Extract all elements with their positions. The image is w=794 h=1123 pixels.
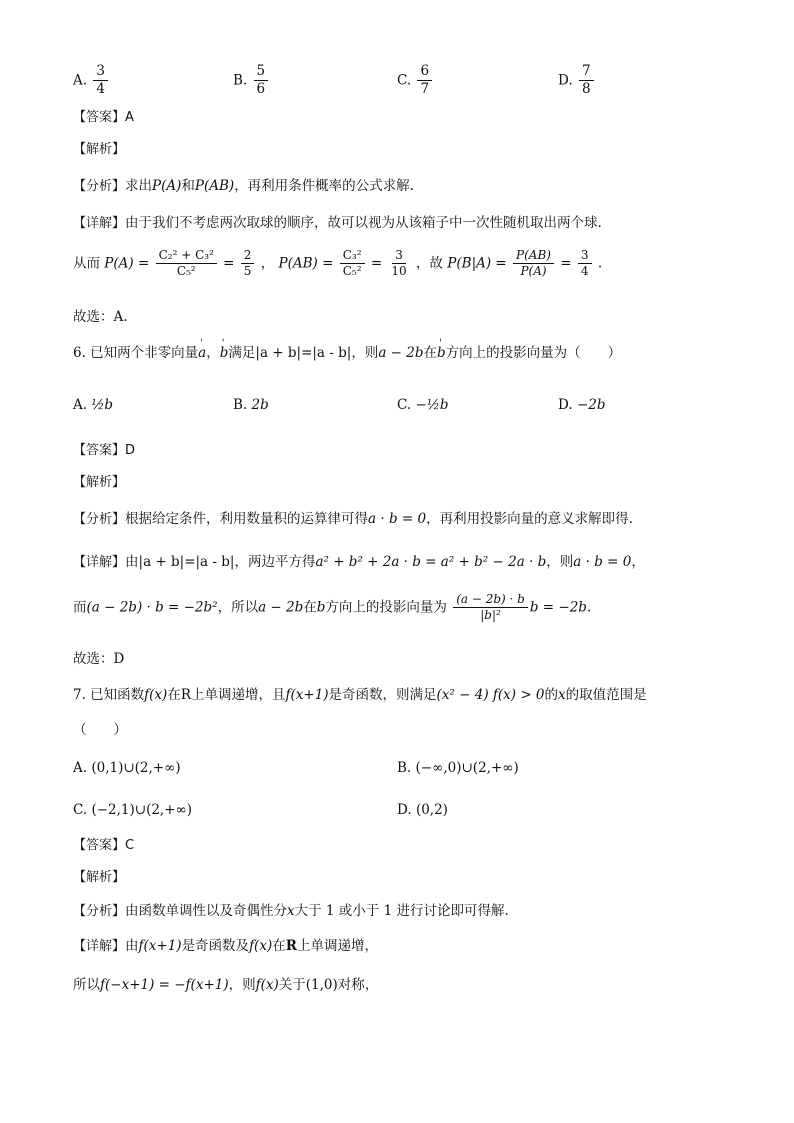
- option-letter: A.: [73, 760, 88, 776]
- math: a − 2b: [258, 599, 304, 616]
- q6-option-c: [397, 396, 448, 414]
- math: P(A) =: [104, 255, 150, 272]
- option-text: (−∞,0)∪(2,+∞): [415, 760, 519, 776]
- math: a · b = 0: [368, 511, 427, 527]
- math: f(x): [255, 977, 279, 993]
- frac-den: C₅²: [342, 264, 362, 278]
- math: R: [285, 938, 297, 954]
- math: ' b: [437, 345, 446, 361]
- frac-num: C₃²: [340, 248, 365, 264]
- math: ' b: [220, 345, 229, 361]
- option-text: (0,2): [415, 802, 448, 818]
- fenxi-tag: 【分析】: [73, 512, 126, 527]
- text: 根据给定条件，利用数量积的运算律可得: [125, 511, 369, 527]
- option-letter: B.: [397, 760, 412, 776]
- frac-num: 3: [578, 248, 592, 264]
- xiangjie-tag: 【详解】: [73, 216, 126, 231]
- math: =: [370, 255, 383, 272]
- math: (x² − 4) f(x) > 0: [436, 687, 545, 703]
- q5-option-b: [233, 63, 270, 98]
- frac-den: |b|²: [480, 608, 501, 622]
- math: ' a: [198, 345, 206, 361]
- text: 在R上单调递增，且: [167, 687, 286, 703]
- frac-num: 5: [254, 63, 269, 81]
- q7-fenxi: [73, 902, 509, 921]
- option-letter: D.: [397, 802, 412, 818]
- text: 关于: [278, 977, 306, 993]
- text: ，: [260, 255, 275, 272]
- math: b = −2b: [529, 599, 587, 616]
- text: ，则: [546, 554, 574, 570]
- math: =: [560, 255, 572, 272]
- text: 从而: [73, 255, 100, 272]
- math: P(A): [152, 178, 182, 194]
- text: 由: [125, 938, 139, 954]
- fenxi-tag: 【分析】: [73, 179, 126, 194]
- option-letter: A.: [73, 397, 88, 413]
- xiangjie-tag: 【详解】: [73, 939, 126, 954]
- frac-den: 10: [391, 264, 407, 278]
- q6-projection: [73, 592, 591, 623]
- math: (a − 2b) · b = −2b²: [86, 599, 218, 616]
- q5-answer: 【答案】A: [73, 110, 134, 125]
- text: 大于 1 或小于 1 进行讨论即可得解.: [294, 903, 509, 919]
- option-text: −2b: [576, 397, 606, 413]
- q5-analysis-heading: 【解析】: [73, 142, 126, 157]
- frac-den: 6: [256, 81, 266, 97]
- text: .: [586, 599, 592, 616]
- text: 方向上的投影向量为（ ）: [445, 345, 622, 361]
- q7-symmetry: [73, 976, 378, 994]
- q7-answer: 【答案】C: [73, 838, 135, 853]
- text: ，再利用投影向量的意义求解即得.: [426, 511, 633, 527]
- q7-option-c: [73, 801, 192, 819]
- text: 和: [181, 178, 195, 194]
- frac-den: C₅²: [176, 264, 196, 278]
- frac-num: 3: [93, 63, 108, 81]
- option-letter: B.: [233, 397, 248, 413]
- text: 方向上的投影向量为: [325, 599, 447, 616]
- frac-den: 5: [243, 264, 252, 278]
- frac-den: 7: [420, 81, 430, 97]
- text: 在: [303, 599, 317, 616]
- q6-option-b: [233, 396, 269, 414]
- text: .: [597, 255, 603, 272]
- text: ，故: [416, 255, 443, 272]
- q7-analysis-heading: 【解析】: [73, 870, 126, 885]
- q6-answer: 【答案】D: [73, 443, 136, 458]
- math: f(x): [144, 687, 168, 703]
- text: 由于我们不考虑两次取球的顺序，故可以视为从该箱子中一次性随机取出两个球.: [125, 215, 602, 231]
- text: ，再利用条件概率的公式求解.: [234, 178, 414, 194]
- math: x: [287, 903, 295, 919]
- q6-analysis-heading: 【解析】: [73, 475, 126, 490]
- math: P(AB): [194, 178, 235, 194]
- q6-choose: 故选：D: [73, 651, 125, 667]
- q7-stem-paren: （ ）: [73, 722, 127, 738]
- q5-choose: 故选：A.: [73, 309, 128, 325]
- text: 的取值范围是: [565, 687, 647, 703]
- frac-den: P(A): [520, 264, 547, 278]
- q6-option-a: [73, 396, 113, 414]
- text: 的: [544, 687, 559, 703]
- q7-stem: [73, 686, 647, 704]
- option-letter: D.: [558, 72, 573, 89]
- frac-num: 2: [241, 248, 255, 264]
- text: 在: [423, 345, 438, 361]
- q7-xiangjie: [73, 937, 378, 956]
- math: f(x+1): [138, 938, 182, 954]
- math: (1,0): [305, 977, 338, 993]
- q5-option-d: [558, 63, 596, 98]
- option-letter: A.: [73, 72, 88, 89]
- q5-option-c: [397, 63, 434, 98]
- option-text: (0,1)∪(2,+∞): [91, 760, 181, 776]
- math: P(AB) =: [278, 255, 334, 272]
- option-text: 2b: [251, 397, 269, 413]
- q7-option-d: [397, 801, 448, 819]
- math: a · b = 0: [573, 554, 632, 570]
- q7-option-a: [73, 759, 181, 777]
- option-text: −½b: [415, 397, 449, 413]
- frac-num: 6: [417, 63, 432, 81]
- option-text: ½b: [91, 397, 114, 413]
- frac-den: 8: [581, 81, 591, 97]
- q5-formula: [73, 248, 602, 279]
- math: f(x+1): [285, 687, 329, 703]
- text: 求出: [125, 178, 153, 194]
- text: 是奇函数及: [181, 938, 250, 954]
- option-text: (−2,1)∪(2,+∞): [91, 802, 193, 818]
- text: 由|a + b|=|a - b|，两边平方得: [125, 554, 316, 570]
- text: 上单调递增，: [296, 938, 378, 954]
- text: ，所以: [217, 599, 259, 616]
- text: 在: [272, 938, 286, 954]
- math: b: [316, 599, 326, 616]
- q5-option-a: [73, 63, 110, 98]
- q6-fenxi: [73, 510, 633, 529]
- option-letter: C.: [397, 397, 412, 413]
- q7-option-b: [397, 759, 519, 777]
- q6-option-d: [558, 396, 605, 414]
- math: a − 2b: [378, 345, 424, 361]
- q6-xiangjie: [73, 553, 645, 572]
- frac-den: 4: [580, 264, 589, 278]
- math: f(−x+1) = −f(x+1): [100, 977, 229, 993]
- text: ，: [631, 554, 645, 570]
- math: P(B|A) =: [447, 255, 507, 272]
- frac-num: C₂² + C₃²: [156, 248, 217, 264]
- math: a² + b² + 2a · b = a² + b² − 2a · b: [315, 554, 547, 570]
- frac-num: P(AB): [513, 248, 554, 264]
- text: ，: [206, 345, 220, 361]
- text: 6. 已知两个非零向量: [73, 345, 199, 361]
- text: ，则: [228, 977, 256, 993]
- text: 由函数单调性以及奇偶性分: [125, 903, 288, 919]
- text: 满足|a + b|=|a - b|，则: [228, 345, 379, 361]
- option-letter: B.: [233, 72, 248, 89]
- option-letter: D.: [558, 397, 573, 413]
- q5-xiangjie: [73, 214, 602, 233]
- q6-stem: [73, 344, 621, 362]
- text: 是奇函数，则满足: [328, 687, 437, 703]
- frac-den: 4: [96, 81, 105, 97]
- text: 而: [73, 599, 87, 616]
- q5-fenxi: [73, 177, 414, 196]
- option-letter: C.: [397, 72, 412, 89]
- math: =: [223, 255, 235, 272]
- text: 所以: [73, 977, 100, 993]
- xiangjie-tag: 【详解】: [73, 555, 126, 570]
- math: f(x): [249, 938, 273, 954]
- frac-num: 7: [579, 63, 594, 81]
- option-letter: C.: [73, 802, 88, 818]
- math: x: [558, 687, 566, 703]
- frac-num: 3: [392, 248, 406, 264]
- fenxi-tag: 【分析】: [73, 904, 126, 919]
- frac-num: (a − 2b) · b: [453, 592, 528, 608]
- text: 7. 已知函数: [73, 687, 145, 703]
- text: 对称，: [337, 977, 379, 993]
